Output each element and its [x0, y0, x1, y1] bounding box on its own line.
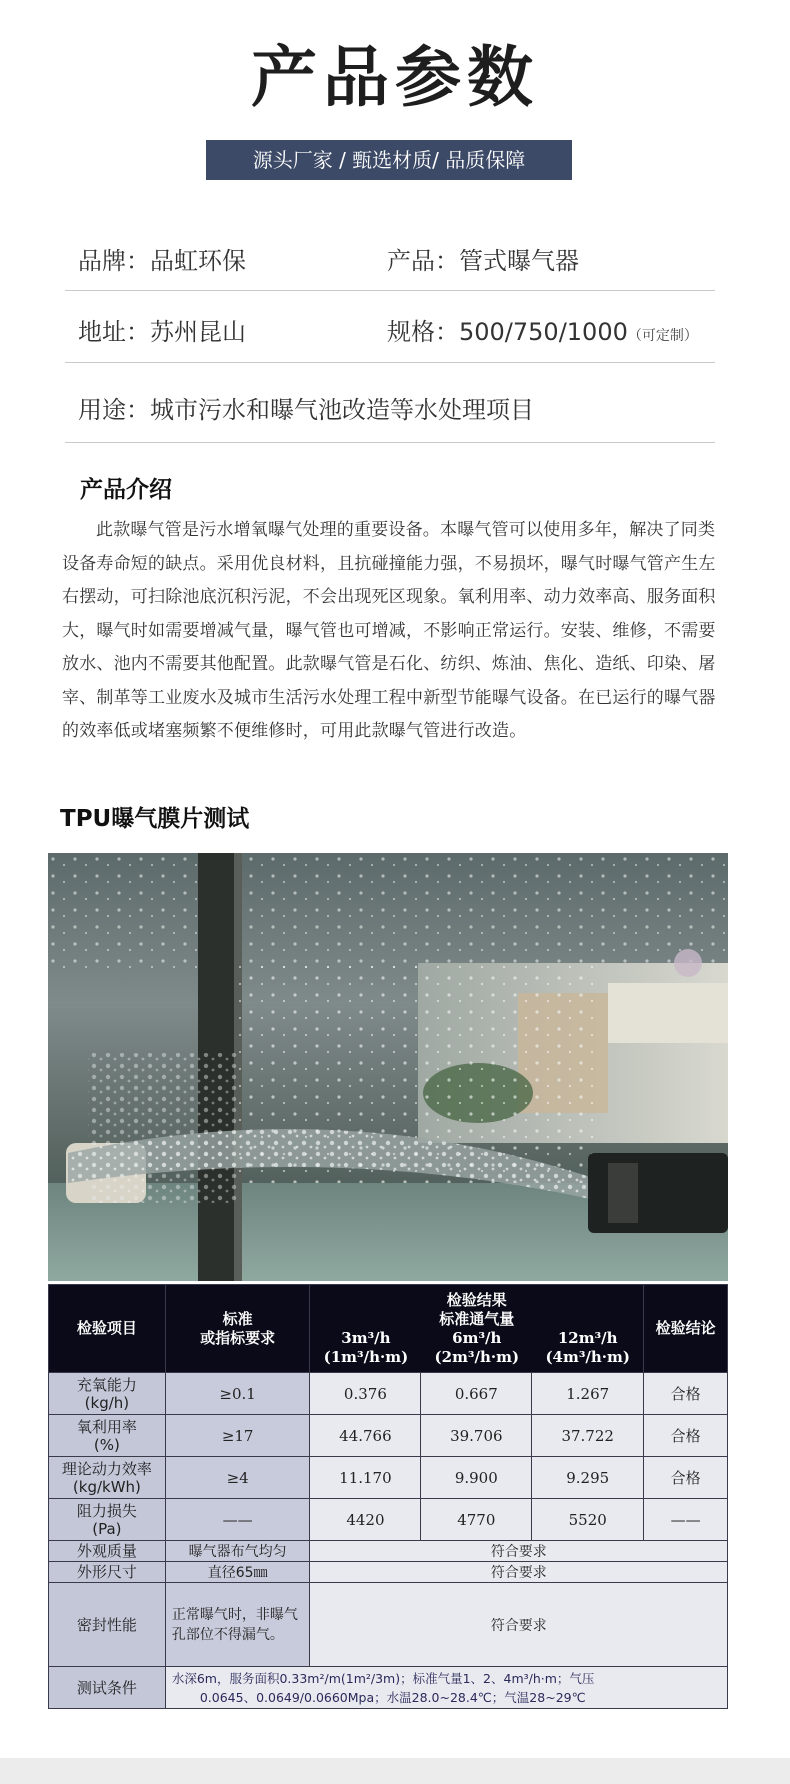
row-conclusion: —— [644, 1499, 728, 1541]
size-label: 外形尺寸 [49, 1562, 166, 1583]
header-flow-2-unit: (2m³/h·m) [434, 1347, 520, 1366]
table-row [49, 1373, 728, 1415]
row-label-unit: (%) [93, 1435, 120, 1454]
header-flow-3-rate: 12m³/h [557, 1328, 618, 1347]
header-flow-2 [421, 1329, 532, 1367]
row-value-1: 4420 [310, 1499, 421, 1541]
conditions-line-1: 水深6m，服务面积0.33m²/m(1m²/3m)；标准气量1、2、4m³/h·m；气压 [171, 1670, 595, 1686]
aeration-test-photo [48, 853, 728, 1281]
slogan-banner: 源头厂家 / 甄选材质/ 品质保障 [206, 140, 572, 180]
row-value-3: 1.267 [532, 1373, 644, 1415]
header-results [310, 1285, 644, 1373]
header-flow-3-unit: (4m³/h·m) [545, 1347, 630, 1366]
aeration-photo-graphic [48, 853, 728, 1281]
appearance-result: 符合要求 [310, 1541, 728, 1562]
row-value-2: 39.706 [421, 1415, 532, 1457]
row-conclusion: 合格 [644, 1373, 728, 1415]
row-label-main: 阻力损失 [76, 1501, 137, 1520]
header-item: 检验项目 [49, 1285, 166, 1373]
row-standard: ≥17 [165, 1415, 310, 1457]
test-results-table [48, 1284, 728, 1709]
header-results-subtitle: 标准通气量 [439, 1309, 515, 1328]
header-results-title: 检验结果 [446, 1290, 507, 1309]
row-value-2: 4770 [421, 1499, 532, 1541]
row-standard: ≥4 [165, 1457, 310, 1499]
usage-spec: 用途：城市污水和曝气池改造等水处理项目 [78, 396, 534, 424]
intro-heading: 产品介绍 [80, 477, 172, 503]
appearance-standard: 曝气器布气均匀 [165, 1541, 310, 1562]
conditions-label: 测试条件 [49, 1667, 166, 1709]
row-value-1: 44.766 [310, 1415, 421, 1457]
row-label-main: 充氧能力 [76, 1375, 137, 1394]
table-row [49, 1415, 728, 1457]
test-heading: TPU曝气膜片测试 [60, 806, 250, 832]
row-label-main: 氧利用率 [76, 1417, 137, 1436]
appearance-label: 外观质量 [49, 1541, 166, 1562]
row-label [49, 1373, 166, 1415]
row-label-unit: (kg/kWh) [72, 1477, 141, 1496]
size-standard: 直径65㎜ [165, 1562, 310, 1583]
row-conclusion: 合格 [644, 1415, 728, 1457]
table-row-seal [49, 1583, 728, 1667]
brand-spec: 品牌：品虹环保 [78, 247, 246, 275]
row-label [49, 1457, 166, 1499]
row-label [49, 1415, 166, 1457]
header-conclusion: 检验结论 [644, 1285, 728, 1373]
page-title: 产品参数 [251, 39, 539, 116]
row-value-3: 9.295 [532, 1457, 644, 1499]
row-label-unit: (Pa) [92, 1519, 122, 1538]
intro-text: 此款曝气管是污水增氧曝气处理的重要设备。本曝气管可以使用多年，解决了同类设备寿命短的缺点。采用优良材料，且抗碰撞能力强，不易损坏，曝气时曝气管产生左右摆动，可扫除池底沉积污泥，不会出现死区现象。氧利用率、动力效率高、服务面积大，曝气时如需要增减气量，曝气管也可增减，不影响正常运行。安装、维修，不需要放水、池内不需要其他配置。此款曝气管是石化、纺织、炼油、焦化、造纸、印染、屠宰、制革等工业废水及城市生活污水处理工程中新型节能曝气设备。在已运行的曝气器的效率低或堵塞频繁不便维修时，可用此款曝气管进行改造。 [62, 520, 716, 741]
conditions-line-2: 0.0645、0.0649/0.0660Mpa；水温28.0~28.4℃；气温28~29℃ [199, 1689, 586, 1705]
table-row-appearance [49, 1541, 728, 1562]
size-spec-label: 规格：500/750/1000 [387, 318, 628, 346]
product-spec: 产品：管式曝气器 [387, 247, 579, 275]
row-label-main: 理论动力效率 [61, 1459, 152, 1478]
row-conclusion: 合格 [644, 1457, 728, 1499]
header-standard-line2: 或指标要求 [200, 1328, 276, 1347]
row-value-2: 0.667 [421, 1373, 532, 1415]
row-standard: —— [165, 1499, 310, 1541]
seal-result: 符合要求 [310, 1583, 728, 1667]
row-value-1: 11.170 [310, 1457, 421, 1499]
header-flow-3 [532, 1329, 643, 1367]
row-value-1: 0.376 [310, 1373, 421, 1415]
row-value-3: 37.722 [532, 1415, 644, 1457]
table-row [49, 1457, 728, 1499]
header-standard-line1: 标准 [222, 1309, 253, 1328]
table-row [49, 1499, 728, 1541]
header-standard [165, 1285, 310, 1373]
size-result: 符合要求 [310, 1562, 728, 1583]
seal-label: 密封性能 [49, 1583, 166, 1667]
row-value-2: 9.900 [421, 1457, 532, 1499]
row-label-unit: (kg/h) [84, 1393, 130, 1412]
header-flow-1-unit: (1m³/h·m) [323, 1347, 409, 1366]
bottom-bar [0, 1758, 790, 1784]
row-standard: ≥0.1 [165, 1373, 310, 1415]
table-row-conditions [49, 1667, 728, 1709]
size-spec-note: （可定制） [627, 328, 698, 344]
size-spec [387, 312, 698, 347]
header-flow-2-rate: 6m³/h [452, 1328, 502, 1347]
header-flow-1-rate: 3m³/h [341, 1328, 391, 1347]
conditions-text [165, 1667, 727, 1709]
table-row-size [49, 1562, 728, 1583]
row-value-3: 5520 [532, 1499, 644, 1541]
header-flow-1 [310, 1329, 421, 1367]
seal-standard: 正常曝气时，非曝气孔部位不得漏气。 [165, 1583, 310, 1667]
address-spec: 地址：苏州昆山 [78, 318, 246, 346]
row-label [49, 1499, 166, 1541]
